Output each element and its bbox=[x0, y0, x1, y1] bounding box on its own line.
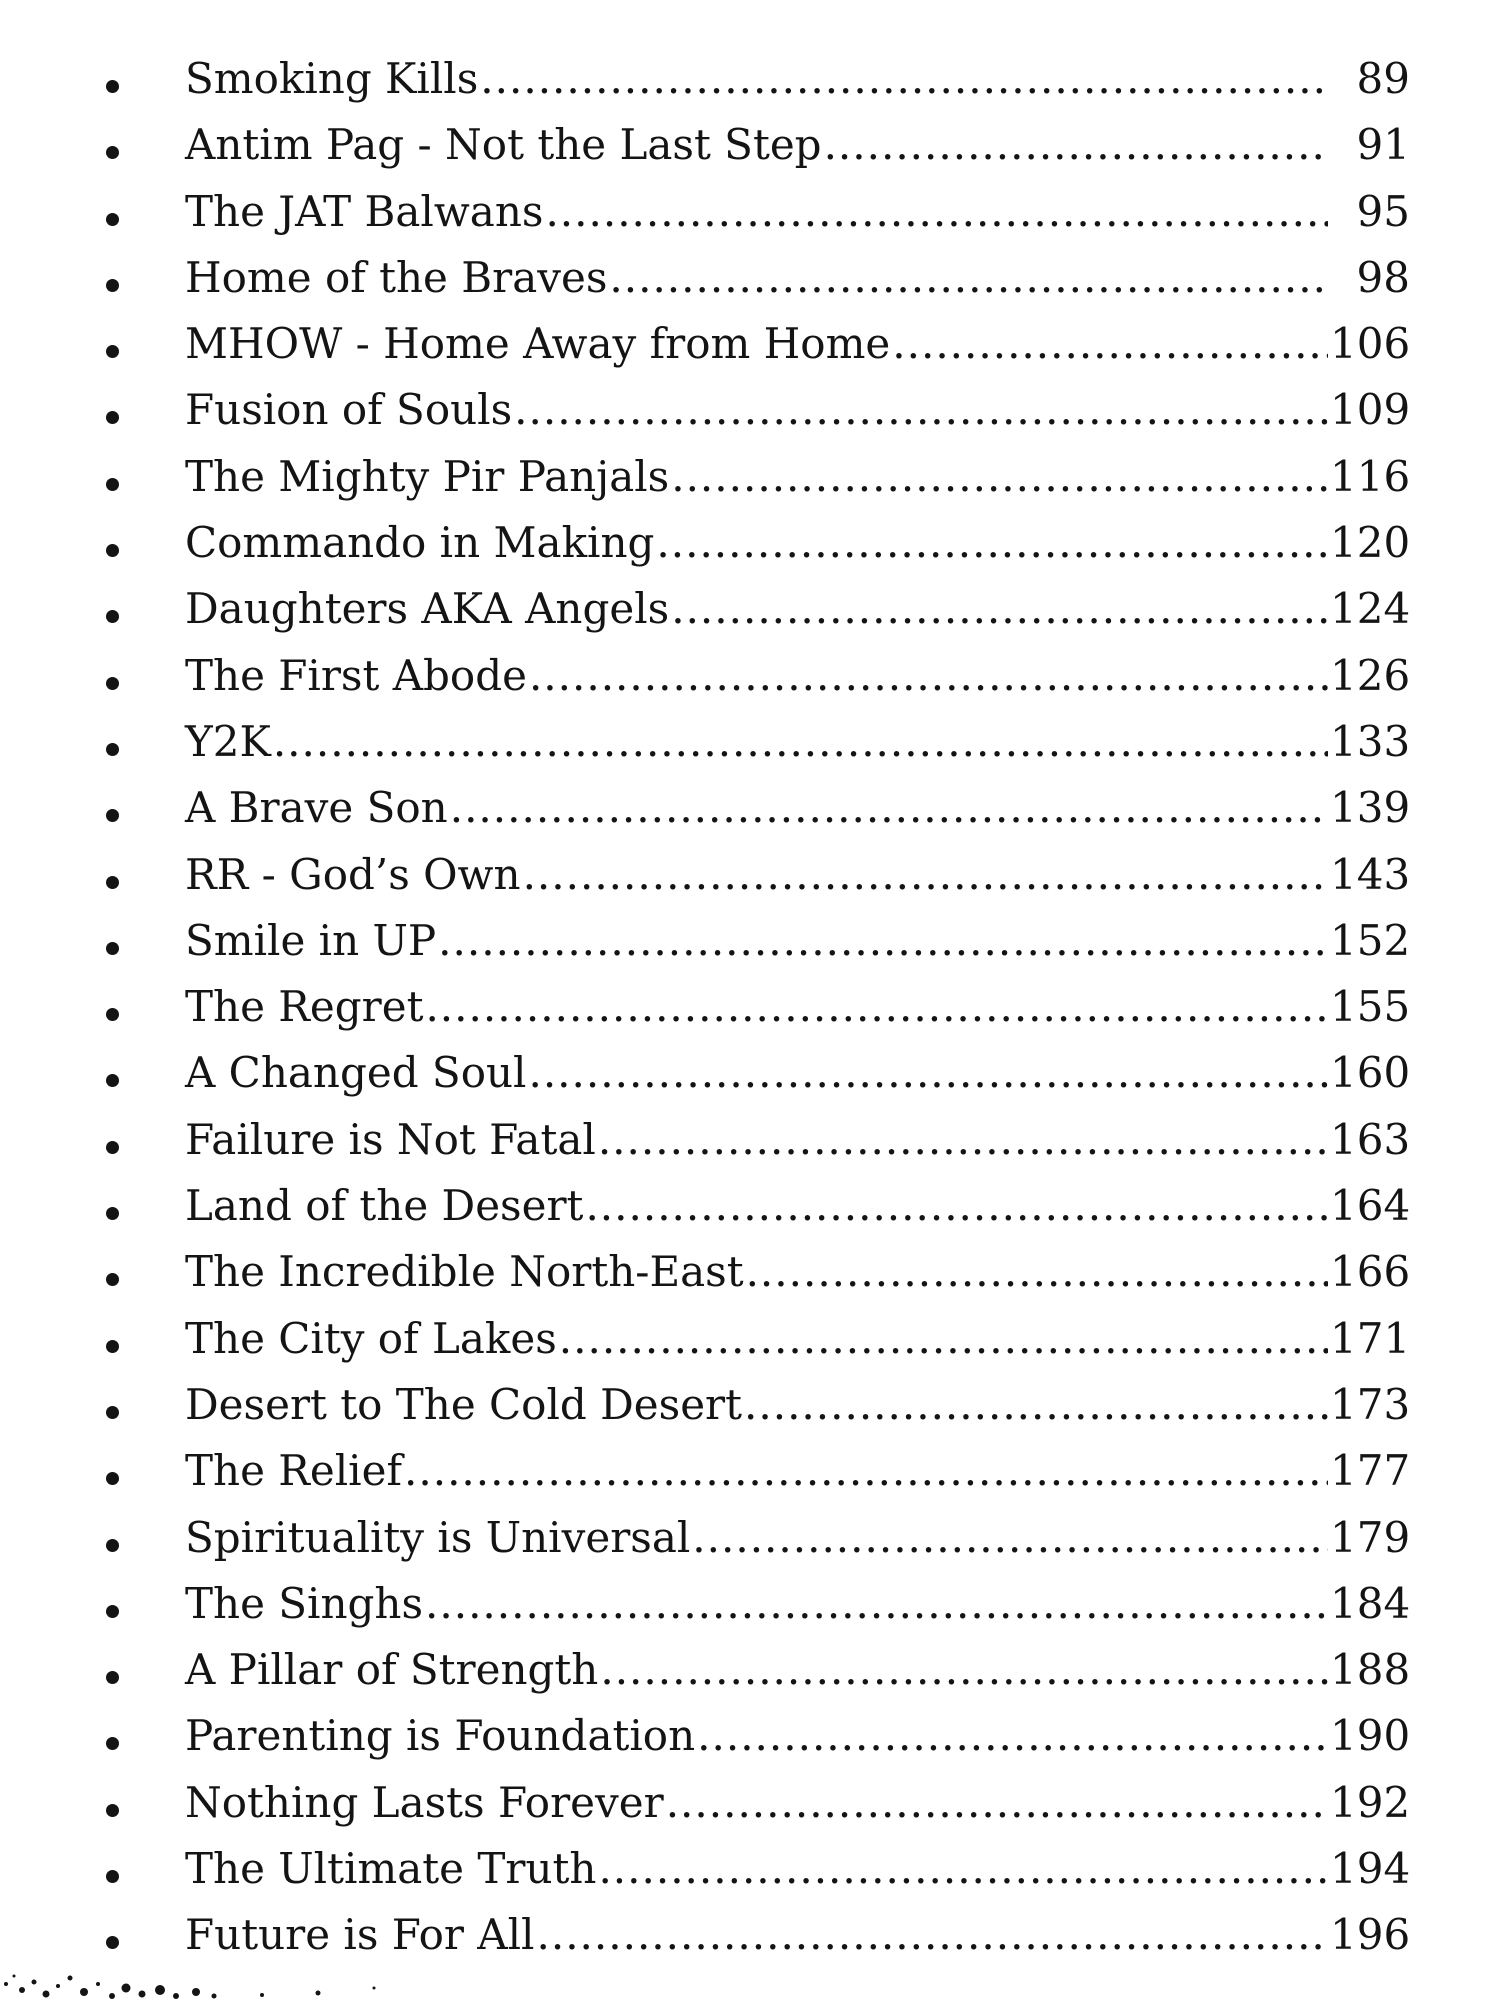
dot-leader bbox=[529, 651, 1328, 701]
toc-entry bbox=[0, 48, 1500, 114]
dot-leader bbox=[438, 916, 1328, 966]
toc-entry-page: 98 bbox=[1356, 252, 1410, 302]
toc-entry-page: 133 bbox=[1330, 716, 1411, 766]
toc-entry bbox=[0, 1440, 1500, 1506]
bullet-icon bbox=[106, 1804, 119, 1817]
toc-entry-page: 184 bbox=[1330, 1578, 1411, 1628]
toc-entry-title: The First Abode bbox=[185, 650, 527, 700]
toc-entry-title: The City of Lakes bbox=[185, 1313, 557, 1363]
toc-entry-page: 160 bbox=[1330, 1048, 1411, 1098]
toc-entry-title: Nothing Lasts Forever bbox=[185, 1777, 664, 1827]
dot-leader bbox=[528, 1048, 1328, 1098]
dot-leader bbox=[537, 1910, 1329, 1960]
toc-entry-page: 163 bbox=[1330, 1114, 1411, 1164]
toc-entry-page: 155 bbox=[1330, 982, 1411, 1032]
dot-leader bbox=[600, 1645, 1328, 1695]
toc-entry-page: 95 bbox=[1356, 186, 1410, 236]
bullet-icon bbox=[106, 677, 119, 690]
toc-entry-page: 152 bbox=[1330, 915, 1411, 965]
toc-entry bbox=[0, 1241, 1500, 1307]
dot-leader bbox=[692, 1513, 1328, 1563]
toc-entry-title: Commando in Making bbox=[185, 518, 655, 568]
toc-entry-page: 188 bbox=[1330, 1645, 1411, 1695]
toc-entry-title: Daughters AKA Angels bbox=[185, 584, 670, 634]
bullet-icon bbox=[106, 411, 119, 424]
toc-entry-title: Antim Pag - Not the Last Step bbox=[185, 120, 822, 170]
toc-entry-title: The Singhs bbox=[185, 1578, 424, 1628]
bullet-icon bbox=[106, 1008, 119, 1021]
toc-entry bbox=[0, 711, 1500, 777]
dot-leader bbox=[656, 518, 1328, 568]
bullet-icon bbox=[106, 876, 119, 889]
dot-leader bbox=[666, 1778, 1328, 1828]
bullet-icon bbox=[106, 279, 119, 292]
bullet-icon bbox=[106, 1340, 119, 1353]
toc-entry-title: A Brave Son bbox=[185, 783, 448, 833]
toc-entry bbox=[0, 777, 1500, 843]
toc-entry bbox=[0, 976, 1500, 1042]
toc-entry bbox=[0, 1904, 1500, 1970]
toc-entry bbox=[0, 1109, 1500, 1175]
toc-entry-page: 126 bbox=[1330, 650, 1411, 700]
toc-entry bbox=[0, 512, 1500, 578]
bullet-icon bbox=[106, 809, 119, 822]
bullet-icon bbox=[106, 610, 119, 623]
dot-leader bbox=[450, 783, 1328, 833]
toc-entry bbox=[0, 844, 1500, 910]
toc-entry-title: A Pillar of Strength bbox=[185, 1645, 599, 1695]
toc-entry bbox=[0, 1639, 1500, 1705]
toc-entry bbox=[0, 1705, 1500, 1771]
toc-entry-page: 179 bbox=[1330, 1512, 1411, 1562]
toc-entry-page: 106 bbox=[1330, 319, 1411, 369]
toc-entry bbox=[0, 313, 1500, 379]
toc-entry-title: Smoking Kills bbox=[185, 54, 479, 103]
bullet-icon bbox=[106, 478, 119, 491]
dot-leader bbox=[273, 717, 1328, 767]
toc-entry-title: Smile in UP bbox=[185, 915, 437, 965]
toc-entry-page: 124 bbox=[1330, 584, 1411, 634]
toc-entry-title: The JAT Balwans bbox=[185, 186, 544, 236]
toc-entry-title: Fusion of Souls bbox=[185, 385, 513, 435]
toc-entry bbox=[0, 247, 1500, 313]
bullet-icon bbox=[106, 1207, 119, 1220]
dot-leader bbox=[697, 1711, 1328, 1761]
toc-entry-title: The Ultimate Truth bbox=[185, 1844, 597, 1894]
bullet-icon bbox=[106, 942, 119, 955]
dot-leader bbox=[671, 452, 1328, 502]
toc-entry-page: 89 bbox=[1356, 54, 1410, 103]
toc-entry-title: The Mighty Pir Panjals bbox=[185, 451, 670, 501]
bullet-icon bbox=[106, 345, 119, 358]
toc-entry-page: 120 bbox=[1330, 518, 1411, 568]
toc-entry-title: MHOW - Home Away from Home bbox=[185, 319, 891, 369]
toc-entry-title: A Changed Soul bbox=[185, 1048, 527, 1098]
bullet-icon bbox=[106, 1273, 119, 1286]
bullet-icon bbox=[106, 743, 119, 756]
toc-entry bbox=[0, 1175, 1500, 1241]
dot-leader bbox=[559, 1314, 1328, 1364]
toc-entry-page: 190 bbox=[1330, 1711, 1411, 1761]
toc-entry bbox=[0, 578, 1500, 644]
toc-entry-title: The Relief bbox=[185, 1446, 403, 1496]
bullet-icon bbox=[106, 544, 119, 557]
toc-entry-title: Desert to The Cold Desert bbox=[185, 1379, 743, 1429]
bullet-icon bbox=[106, 1737, 119, 1750]
toc-entry-page: 196 bbox=[1330, 1910, 1411, 1960]
toc-entry-title: RR - God’s Own bbox=[185, 849, 521, 899]
toc-entry bbox=[0, 1042, 1500, 1108]
bullet-icon bbox=[106, 1141, 119, 1154]
toc-entry bbox=[0, 114, 1500, 180]
toc-entry-title: The Regret bbox=[185, 982, 424, 1032]
toc-entry bbox=[0, 1838, 1500, 1904]
toc-entry bbox=[0, 1308, 1500, 1374]
toc-entry-title: Home of the Braves bbox=[185, 252, 608, 302]
dot-leader bbox=[744, 1380, 1328, 1430]
dot-leader bbox=[892, 319, 1328, 369]
dot-leader bbox=[746, 1247, 1328, 1297]
toc-entry-page: 139 bbox=[1330, 783, 1411, 833]
toc-entry-title: Future is For All bbox=[185, 1910, 535, 1960]
dot-leader bbox=[514, 385, 1328, 435]
table-of-contents bbox=[0, 48, 1500, 1971]
toc-entry-page: 177 bbox=[1330, 1446, 1411, 1496]
dot-leader bbox=[523, 850, 1328, 900]
toc-entry bbox=[0, 1573, 1500, 1639]
bullet-icon bbox=[106, 146, 119, 159]
dot-leader bbox=[545, 187, 1328, 237]
toc-entry-page: 143 bbox=[1330, 849, 1411, 899]
dot-leader bbox=[425, 1579, 1328, 1629]
toc-entry bbox=[0, 379, 1500, 445]
dot-leader bbox=[671, 584, 1328, 634]
dot-leader bbox=[609, 253, 1328, 303]
toc-entry-page: 173 bbox=[1330, 1379, 1411, 1429]
dot-leader bbox=[585, 1181, 1328, 1231]
toc-entry-title: Parenting is Foundation bbox=[185, 1711, 696, 1761]
toc-entry bbox=[0, 446, 1500, 512]
dot-leader bbox=[480, 54, 1328, 104]
toc-entry-page: 192 bbox=[1330, 1777, 1411, 1827]
toc-entry-page: 171 bbox=[1330, 1313, 1411, 1363]
toc-entry-title: Spirituality is Universal bbox=[185, 1512, 691, 1562]
toc-entry bbox=[0, 910, 1500, 976]
toc-entry-title: Land of the Desert bbox=[185, 1181, 584, 1231]
dot-leader bbox=[598, 1115, 1328, 1165]
toc-entry-page: 166 bbox=[1330, 1247, 1411, 1297]
dot-leader bbox=[404, 1446, 1328, 1496]
toc-entry bbox=[0, 1374, 1500, 1440]
toc-entry-title: The Incredible North-East bbox=[185, 1247, 744, 1297]
bullet-icon bbox=[106, 213, 119, 226]
bullet-icon bbox=[106, 1472, 119, 1485]
toc-entry-page: 91 bbox=[1356, 120, 1410, 170]
toc-entry-page: 164 bbox=[1330, 1181, 1411, 1231]
dot-leader bbox=[598, 1844, 1328, 1894]
dot-leader bbox=[824, 120, 1328, 170]
dot-leader bbox=[425, 982, 1328, 1032]
toc-entry bbox=[0, 1772, 1500, 1838]
bullet-icon bbox=[106, 1870, 119, 1883]
toc-entry-title: Failure is Not Fatal bbox=[185, 1114, 596, 1164]
bullet-icon bbox=[106, 1936, 119, 1949]
toc-entry bbox=[0, 181, 1500, 247]
toc-entry bbox=[0, 645, 1500, 711]
bullet-icon bbox=[106, 80, 119, 93]
toc-entry-page: 194 bbox=[1330, 1844, 1411, 1894]
bullet-icon bbox=[106, 1539, 119, 1552]
toc-entry-page: 109 bbox=[1330, 385, 1411, 435]
bullet-icon bbox=[106, 1671, 119, 1684]
toc-entry-page: 116 bbox=[1330, 451, 1411, 501]
toc-entry-title: Y2K bbox=[185, 716, 271, 766]
bullet-icon bbox=[106, 1605, 119, 1618]
bullet-icon bbox=[106, 1074, 119, 1087]
bullet-icon bbox=[106, 1406, 119, 1419]
toc-entry bbox=[0, 1507, 1500, 1573]
scan-specks bbox=[0, 1966, 420, 2000]
